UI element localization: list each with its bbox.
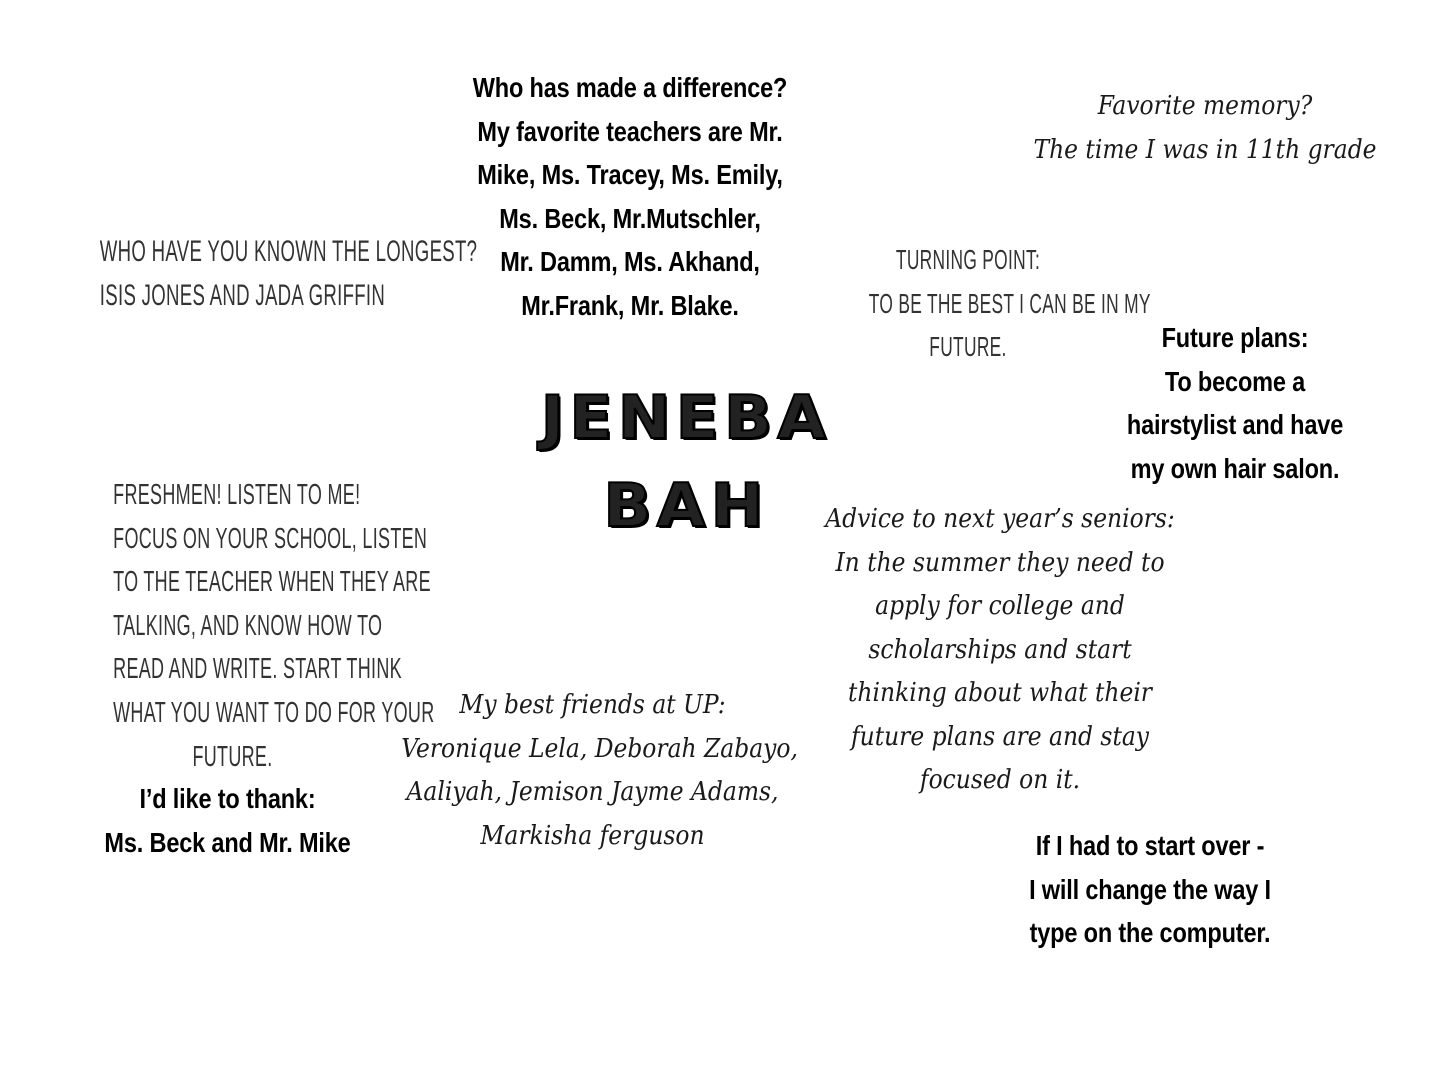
freshmen-advice-line: TO THE TEACHER WHEN THEY ARE — [113, 566, 431, 599]
freshmen-advice-block — [113, 474, 435, 779]
known-longest-question: WHO HAVE YOU KNOWN THE LONGEST? — [99, 235, 478, 268]
difference-question: Who has made a difference? — [472, 72, 788, 103]
best-friends-heading: My best friends at UP: — [459, 690, 726, 720]
best-friends-block — [401, 684, 798, 858]
best-friends-names: Aaliyah, Jemison Jayme Adams, — [406, 777, 779, 807]
student-last-name: BAH — [603, 471, 769, 541]
future-plans-answer-line: my own hair salon. — [1130, 452, 1340, 484]
thanks-names: Ms. Beck and Mr. Mike — [104, 826, 351, 858]
difference-answer-line: Mr. Damm, Ms. Akhand, — [500, 246, 760, 277]
difference-answer-line: My favorite teachers are Mr. — [477, 115, 783, 147]
senior-advice-line: scholarships and start — [868, 634, 1132, 665]
turning-point-answer-line: TO BE THE BEST I CAN BE IN MY — [868, 287, 1151, 319]
senior-advice-block — [820, 498, 1180, 803]
best-friends-names: Markisha ferguson — [480, 820, 705, 851]
difference-answer-line: Ms. Beck, Mr.Mutschler, — [499, 202, 761, 234]
best-friends-names: Veronique Lela, Deborah Zabayo, — [401, 733, 798, 764]
senior-advice-line: focused on it. — [919, 765, 1081, 795]
senior-advice-line: future plans are and stay — [850, 721, 1150, 752]
freshmen-advice-line: TALKING, AND KNOW HOW TO — [113, 609, 383, 642]
future-plans-answer-line: To become a — [1164, 365, 1306, 397]
difference-block — [454, 66, 807, 327]
freshmen-advice-line: FUTURE. — [192, 740, 273, 773]
future-plans-label: Future plans: — [1161, 322, 1309, 353]
favorite-memory-question: Favorite memory? — [1097, 91, 1313, 121]
future-plans-answer-line: hairstylist and have — [1126, 409, 1344, 440]
start-over-heading: If I had to start over - — [1035, 830, 1265, 861]
favorite-memory-block — [1021, 84, 1390, 172]
thanks-block — [87, 777, 368, 864]
freshmen-advice-line: FOCUS ON YOUR SCHOOL, LISTEN — [113, 522, 428, 555]
freshmen-advice-line: READ AND WRITE. START THINK — [113, 653, 402, 686]
student-name-title — [518, 374, 854, 550]
turning-point-block — [868, 238, 1151, 369]
senior-advice-line: apply for college and — [875, 591, 1125, 621]
thanks-label: I’d like to thank: — [139, 783, 316, 814]
turning-point-label: TURNING POINT: — [895, 244, 1041, 275]
future-plans-block — [1113, 316, 1357, 490]
known-longest-answer: ISIS JONES AND JADA GRIFFIN — [99, 279, 386, 312]
favorite-memory-answer: The time I was in 11th grade — [1033, 135, 1377, 165]
senior-advice-heading: Advice to next year’s seniors: — [825, 504, 1175, 534]
senior-advice-line: thinking about what their — [847, 678, 1153, 708]
turning-point-answer-line: FUTURE. — [929, 331, 1007, 362]
start-over-answer-line: I will change the way I — [1029, 873, 1271, 905]
known-longest-block — [99, 230, 478, 318]
difference-answer-line: Mr.Frank, Mr. Blake. — [521, 289, 739, 321]
difference-answer-line: Mike, Ms. Tracey, Ms. Emily, — [477, 159, 783, 190]
start-over-answer-line: type on the computer. — [1029, 917, 1271, 948]
start-over-block — [1016, 824, 1285, 955]
freshmen-advice-heading: FRESHMEN! LISTEN TO ME! — [113, 479, 361, 511]
senior-advice-line: In the summer they need to — [835, 547, 1165, 578]
freshmen-advice-line: WHAT YOU WANT TO DO FOR YOUR — [113, 696, 435, 729]
student-first-name: JENEBA — [540, 383, 832, 453]
